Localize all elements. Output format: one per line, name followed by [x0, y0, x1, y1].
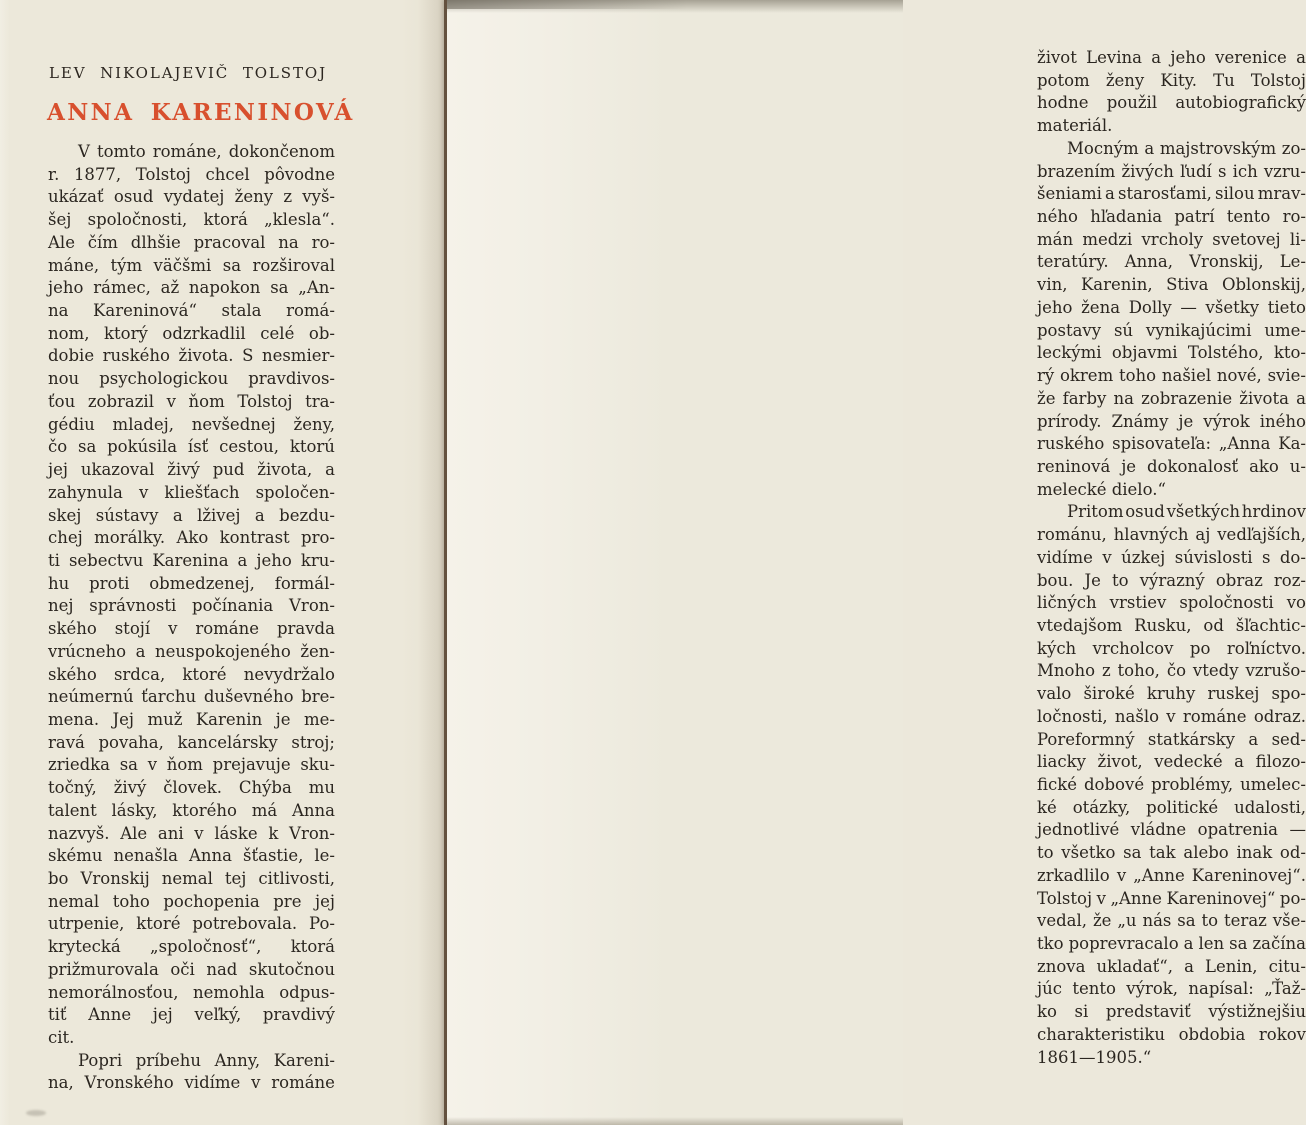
- left-page: [0, 0, 444, 1125]
- text-line: jeho žena Dolly — všetky tieto: [1037, 297, 1306, 317]
- text-line: vedal, že „u nás sa to teraz vše-: [1037, 911, 1306, 931]
- text-line: Pritom osud všetkých hrdinov: [1067, 502, 1306, 522]
- text-line: Poreformný statkársky a sed-: [1037, 729, 1306, 749]
- text-line: reninová je dokonalosť ako u-: [1037, 456, 1306, 476]
- text-line: hodne použil autobiografický: [1037, 93, 1306, 113]
- text-line: šej spoločnosti, ktorá „klesla“.: [48, 210, 335, 230]
- text-line: V tomto románe, dokončenom: [78, 142, 335, 161]
- text-line: nemorálnosťou, nemohla odpus-: [48, 982, 335, 1002]
- text-line: ti sebectvu Karenina a jeho kru-: [48, 550, 335, 570]
- text-line: Popri príbehu Anny, Kareni-: [78, 1050, 335, 1070]
- text-line: prižmurovala oči nad skutočnou: [48, 959, 335, 979]
- text-line: mena. Jej muž Karenin je me-: [48, 709, 335, 729]
- text-line: nou psychologickou pravdivos-: [48, 369, 335, 389]
- text-line: chej morálky. Ako kontrast pro-: [48, 528, 335, 548]
- text-line: júc tento výrok, napísal: „Ťaž-: [1037, 979, 1306, 999]
- text-line: dobie ruského života. S nesmier-: [48, 346, 335, 366]
- text-line: na Kareninová“ stala romá-: [48, 301, 335, 321]
- text-line: ského srdca, ktoré nevydržalo: [48, 664, 335, 684]
- text-line: Mnoho z toho, čo vtedy vzrušo-: [1037, 661, 1306, 681]
- text-line: bo Vronskij nemal tej citlivosti,: [48, 869, 335, 888]
- text-line: zriedka sa v ňom prejavuje sku-: [48, 755, 335, 775]
- text-line: brazením živých ľudí s ich vzru-: [1037, 161, 1306, 181]
- text-line: cit.: [48, 1028, 75, 1048]
- text-line: r. 1877, Tolstoj chcel pôvodne: [48, 164, 335, 184]
- scan-smudge: [26, 1110, 46, 1116]
- text-line: 1861—1905.“: [1037, 1047, 1152, 1067]
- text-line: krytecká „spoločnosť“, ktorá: [48, 937, 335, 957]
- text-line: Ale čím dlhšie pracoval na ro-: [48, 232, 335, 252]
- text-line: jeho rámec, až napokon sa „An-: [48, 278, 335, 298]
- text-line: rý okrem toho našiel nové, svie-: [1037, 366, 1306, 386]
- text-line: ličných vrstiev spoločnosti vo: [1037, 593, 1306, 613]
- text-line: znova ukladať“, a Lenin, citu-: [1037, 956, 1306, 976]
- text-line: ného hľadania patrí tento ro-: [1037, 207, 1306, 227]
- text-line: jej ukazoval živý pud života, a: [48, 460, 335, 480]
- text-line: ťou zobrazil v ňom Tolstoj tra-: [48, 391, 335, 411]
- text-line: ského stojí v románe pravda: [48, 619, 335, 639]
- text-line: jednotlivé vládne opatrenia —: [1037, 820, 1306, 840]
- text-line: liacky život, vedecké a filozo-: [1037, 752, 1306, 772]
- scan-shadow-top-left: [447, 0, 687, 9]
- text-line: Mocným a majstrovským zo-: [1067, 138, 1306, 158]
- text-line: ruského spisovateľa: „Anna Ka-: [1037, 434, 1306, 454]
- text-line: gédiu mladej, nevšednej ženy,: [48, 414, 335, 434]
- text-line: teratúry. Anna, Vronskij, Le-: [1037, 252, 1306, 272]
- text-line: točný, živý človek. Chýba mu: [48, 778, 335, 798]
- text-line: máne, tým väčšmi sa rozširoval: [48, 255, 335, 275]
- text-line: vrúcneho a neuspokojeného žen-: [48, 641, 335, 661]
- text-line: materiál.: [1037, 116, 1113, 136]
- text-line: život Levina a jeho verenice a: [1037, 48, 1306, 67]
- text-line: melecké dielo.“: [1037, 479, 1166, 499]
- left-text-column: [48, 141, 335, 1095]
- text-line: potom ženy Kity. Tu Tolstoj: [1037, 70, 1306, 90]
- text-line: skému nenašla Anna šťastie, le-: [48, 846, 335, 866]
- text-line: tko poprevracalo a len sa začína: [1037, 934, 1306, 954]
- text-line: že farby na zobrazenie života a: [1037, 388, 1306, 408]
- text-line: to všetko sa tak alebo inak od-: [1037, 843, 1306, 863]
- book-title: ANNA KARENINOVÁ: [47, 99, 355, 126]
- text-line: skej sústavy a lživej a bezdu-: [48, 505, 335, 525]
- text-line: čo sa pokúsila ísť cestou, ktorú: [48, 437, 335, 457]
- text-line: ukázať osud vydatej ženy z vyš-: [48, 187, 335, 207]
- text-line: bou. Je to výrazný obraz roz-: [1037, 570, 1306, 590]
- text-line: tiť Anne jej veľký, pravdivý: [48, 1005, 335, 1025]
- right-page: [447, 0, 1306, 1125]
- scan-shadow-bottom: [447, 1117, 903, 1125]
- text-line: neúmernú ťarchu duševného bre-: [48, 687, 335, 707]
- text-line: postavy sú vynikajúcimi ume-: [1037, 320, 1306, 340]
- text-line: vidíme v úzkej súvislosti s do-: [1037, 547, 1306, 567]
- text-line: nemal toho pochopenia pre jej: [48, 891, 335, 911]
- text-line: šeniami a starosťami, silou mrav-: [1037, 184, 1306, 204]
- text-line: ločnosti, našlo v románe odraz.: [1037, 706, 1306, 726]
- text-line: Tolstoj v „Anne Kareninovej“ po-: [1037, 888, 1306, 908]
- text-line: ko si predstaviť výstižnejšiu: [1037, 1002, 1306, 1022]
- author-header: LEV NIKOLAJEVIČ TOLSTOJ: [49, 64, 327, 82]
- text-line: nej správnosti počínania Vron-: [48, 596, 335, 616]
- text-line: mán medzi vrcholy svetovej li-: [1037, 229, 1306, 249]
- text-line: hu proti obmedzenej, formál-: [48, 573, 335, 593]
- text-line: ké otázky, politické udalosti,: [1037, 797, 1306, 817]
- text-line: valo široké kruhy ruskej spo-: [1037, 684, 1306, 704]
- text-line: vtedajšom Rusku, od šľachtic-: [1037, 615, 1306, 635]
- right-text-column: [1037, 47, 1306, 1069]
- text-line: zahynula v kliešťach spoločen-: [48, 482, 335, 502]
- text-line: románu, hlavných aj vedľajších,: [1037, 525, 1306, 545]
- text-line: fické dobové problémy, umelec-: [1037, 775, 1306, 794]
- text-line: utrpenie, ktoré potrebovala. Po-: [48, 914, 335, 934]
- text-line: charakteristiku obdobia rokov: [1037, 1024, 1306, 1044]
- text-line: kých vrcholcov po roľníctvo.: [1037, 638, 1306, 658]
- text-line: na, Vronského vidíme v románe: [48, 1073, 335, 1093]
- text-line: nazvyš. Ale ani v láske k Vron-: [48, 823, 335, 843]
- text-line: zrkadlilo v „Anne Kareninovej“.: [1037, 865, 1306, 885]
- text-line: leckými objavmi Tolstého, kto-: [1037, 343, 1306, 363]
- text-line: prírody. Známy je výrok iného: [1037, 411, 1306, 431]
- text-line: nom, ktorý odzrkadlil celé ob-: [48, 323, 335, 343]
- text-line: ravá povaha, kancelársky stroj;: [48, 732, 335, 752]
- text-line: vin, Karenin, Stiva Oblonskij,: [1037, 275, 1306, 295]
- text-line: talent lásky, ktorého má Anna: [48, 800, 335, 820]
